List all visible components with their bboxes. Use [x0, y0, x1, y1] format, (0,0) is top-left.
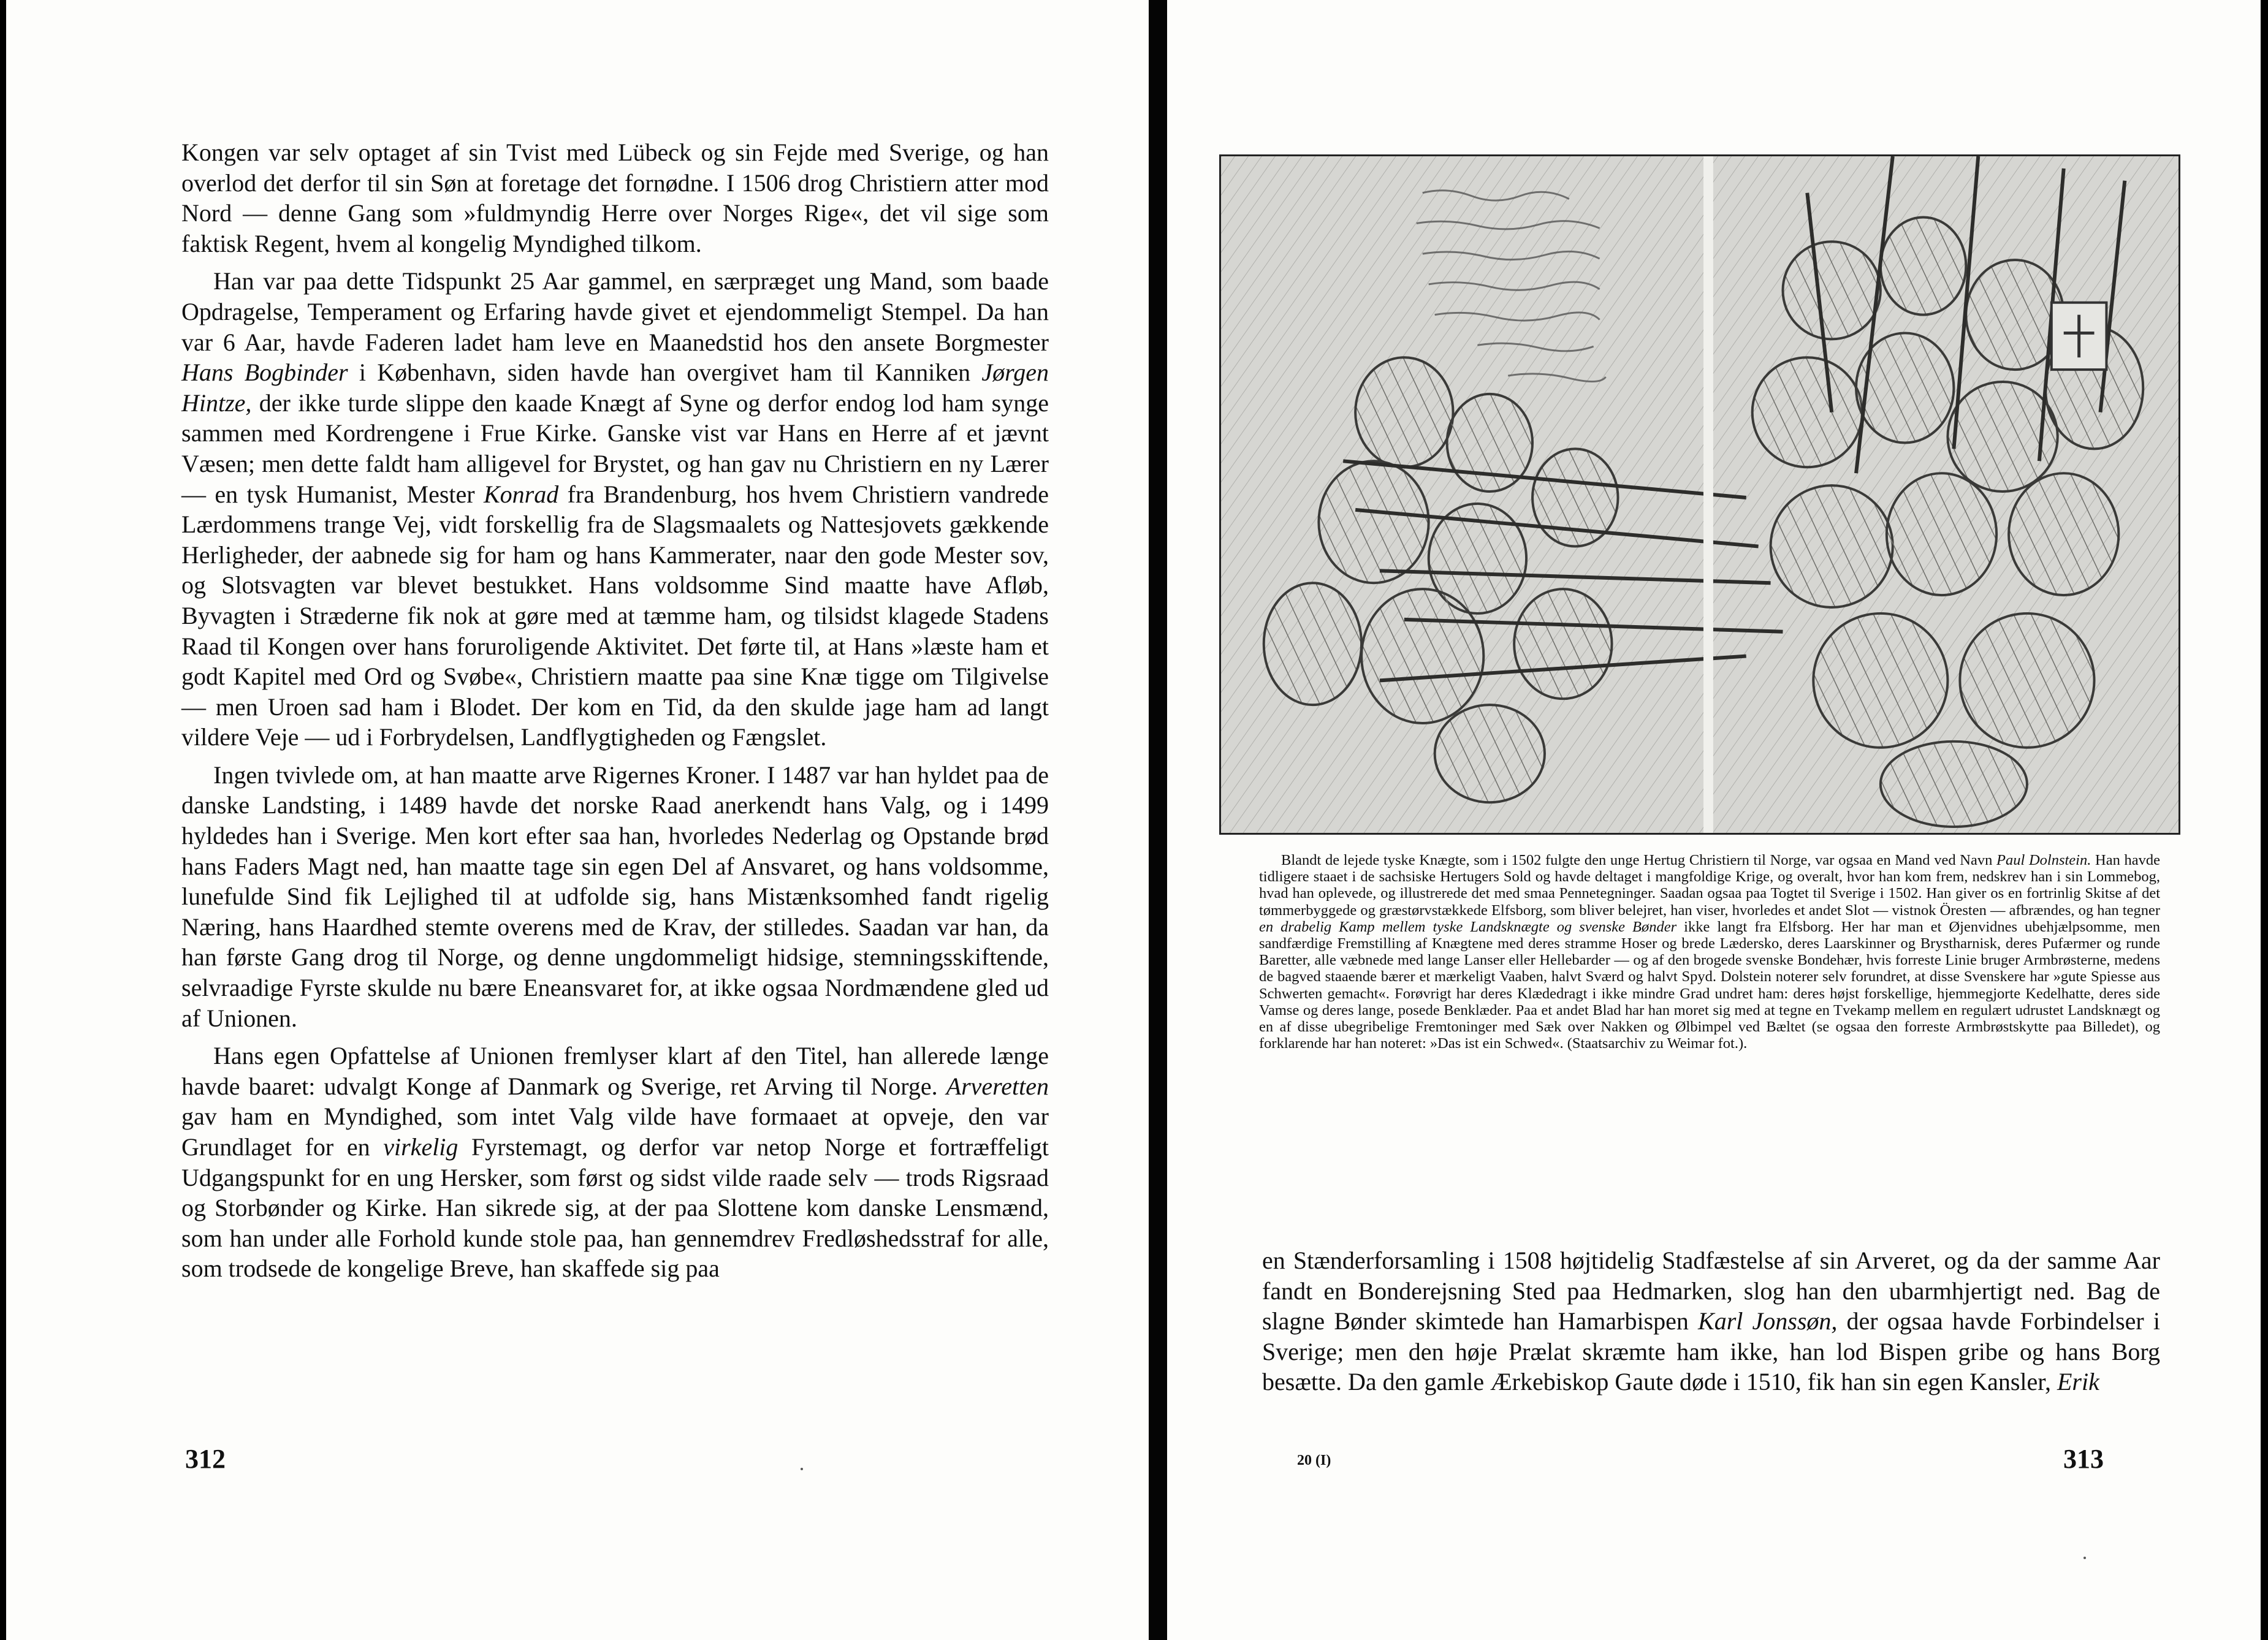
right-page [1167, 0, 2261, 1640]
pen-drawing-illustration [1219, 154, 2180, 835]
text-run: der ikke turde slippe den kaade Knægt af Syne og derfor endog lod ham synge sammen med Kordrengene i Frue Kirke. Ganske vist var Hans en Herre af et jævnt Væsen; men dette faldt ham alligevel for Brystet, og han gav nu Christiern en ny Lærer — en tysk Humanist, Mester [181, 389, 1049, 508]
paragraph [181, 137, 1049, 259]
italic-term: Arveretten [946, 1072, 1049, 1100]
text-run: Han havde tidligere staaet i de sachsiske Hertugers Sold og havde deltaget i mangfoldige Krige, og overalt, hvor han kom frem, nedskrev han i sin Lommebog, hvad han oplevede, og illustrerede det med smaa Pennetegninger. Saadan ogsaa paa Togtet til Sverige i 1502. Han giver os en fortrinlig Skitse af det tømmerbyggede og græstørvstækkede Elfsborg, som bliver belejret, han viser, hvorledes et andet Slot — vistnok Öresten — afbrændes, og han tegner [1259, 852, 2160, 919]
text-run: Han var paa dette Tidspunkt 25 Aar gammel, en særpræget ung Mand, som baade Opdragelse, Temperament og Erfaring havde givet et ejendommeligt Stempel. Da han var 6 Aar, havde Faderen ladet ham leve en Maanedstid hos den ansete Borgmester [181, 267, 1049, 356]
caption-text [1259, 852, 2160, 1052]
italic-name: Paul Dolnstein. [1996, 852, 2091, 868]
text-run: fra Brandenburg, hos hvem Christiern vandrede Lærdommens trange Vej, vidt forskellig fra de Slagsmaalets og Nattesjovets gækkende Herligheder, der aabnede sig for ham og hans Kammerater, naar den gode Mester sov, og Slotsvagten var blevet bestukket. Hans voldsomme Sind maatte have Afløb, Byvagten i Stræderne fik nok at gøre med at tæmme ham, og tilsidst klagede Stadens Raad til Kongen over hans foruroligende Aktivitet. Det førte til, at Hans »læste ham et godt Kapitel med Ord og Svøbe«, Christiern maatte paa sine Knæ tigge om Tilgivelse — men Uroen sad ham i Blodet. Der kom en Tid, da den skulde jage ham ad langt vildere Veje — ud i Forbrydelsen, Landflygtigheden og Fængslet. [181, 480, 1049, 751]
figure-caption [1259, 852, 2160, 1052]
italic-name: Hans Bogbinder [181, 359, 348, 387]
signature-mark: 20 (I) [1297, 1452, 1331, 1468]
paragraph [1262, 1245, 2160, 1397]
text-run: i København, siden havde han overgivet ham til Kanniken [348, 359, 982, 387]
italic-name: Konrad [483, 480, 559, 508]
text-run: gav ham en Myndighed, som intet Valg vilde have formaaet at opveje, den var Grundlaget for en [181, 1103, 1049, 1161]
text-run: Kongen var selv optaget af sin Tvist med Lübeck og sin Fejde med Sverige, og han overlod det derfor til sin Søn at foretage det fornødne. I 1506 drog Christiern atter mod Nord — denne Gang som »fuldmyndig Herre over Norges Rige«, det vil sige som faktisk Regent, hvem al kongelig Myndighed tilkom. [181, 139, 1049, 257]
italic-term: virkelig [383, 1133, 459, 1161]
left-page [6, 0, 1149, 1640]
text-run: ikke langt fra Elfsborg. Her har man et Øjenvidnes ubehjælpsomme, men sandfærdige Fremstilling af Knægtene med deres stramme Hoser og brede Lædersko, deres Laarskinner og Brystharnisk, deres Pufærmer og runde Baretter, alle væbnede med lange Lanser eller Hellebarder — og af den brogede svenske Bondehær, hvis forreste Linie bruger Armbrøsterne, medens de bagved staaende bærer et mærkeligt Vaaben, halvt Sværd og halvt Spyd. Dolstein noterer selv forundret, at disse Svenskere har »gute Spiesse aus Schwerten gemacht«. Forøvrigt har deres Klædedragt i ikke mindre Grad undret ham: deres højst forskellige, hjemmegjorte Kedelhatte, deres side Vamse og deres lange, posede Benklæder. Paa et andet Blad har han moret sig med at tegne en Tvekamp mellem en regulært udrustet Landsknægt og en af disse ubegribelige Fremtoninger med Sæk over Nakken og Ølbimpel ved Bæltet (se ogsaa den forreste Armbrøstskytte paa Billedet), og forklarende har han noteret: »Das ist ein Schwed«. (Staatsarchiv zu Weimar fot.). [1259, 918, 2160, 1052]
text-run: Hans egen Opfattelse af Unionen fremlyser klart af den Titel, han allerede længe havde baaret: udvalgt Konge af Danmark og Sverige, ret Arving til Norge. [181, 1042, 1049, 1100]
text-run: Fyrstemagt, og derfor var netop Norge et fortræffeligt Udgangspunkt for en ung Hersker, som først og sidst vilde raade selv — trods Rigsraad og Storbønder og Kirke. Han sikrede sig, at der paa Slottene kom danske Lensmænd, som han under alle Forhold kunde stole paa, han gennemdrev Fredløshedsstraf for alle, som trodsede de kongelige Breve, han skaffede sig paa [181, 1133, 1049, 1283]
italic-title: en drabelig Kamp mellem tyske Landsknægte og svenske Bønder [1259, 918, 1677, 935]
battle-sketch-image [1221, 156, 2179, 833]
paragraph [181, 266, 1049, 753]
paragraph [181, 760, 1049, 1033]
text-run: en Stænderforsamling i 1508 højtidelig Stadfæstelse af sin Arveret, og da der samme Aar fandt en Bonderejsning Sted paa Hedmarken, slog han den ubarmhjertigt ned. Bag de slagne Bønder skimtede han Hamarbispen [1262, 1247, 2160, 1335]
book-gutter [1149, 0, 1167, 1640]
italic-name: Karl Jonssøn, [1698, 1307, 1838, 1335]
italic-name: Erik [2057, 1368, 2099, 1396]
paper-speck [2083, 1557, 2086, 1559]
paragraph [181, 1041, 1049, 1284]
text-run: der ogsaa havde Forbindelser i Sverige; men den høje Prælat skræmte ham ikke, han lod Bispen gribe og hans Borg besætte. Da den gamle Ærkebiskop Gaute døde i 1510, fik han sin egen Kansler, [1262, 1307, 2160, 1396]
text-run: Ingen tvivlede om, at han maatte arve Rigernes Kroner. I 1487 var han hyldet paa de danske Landsting, i 1489 havde det norske Raad anerkendt hans Valg, og i 1499 hyldedes han i Sverige. Men kort efter saa han, hvorledes Nederlag og Opstande brød hans Faders Magt ned, han maatte tage sin egen Del af Ansvaret, og hans voldsomme, lunefulde Sind fik Lejlighed til at udfolde sig, hans Mistænksomhed fandt rigelig Næring, hans Haardhed stemte overens med de Krav, der stilledes. Saadan var han, da han første Gang drog til Norge, og denne ungdommeligt hidsige, stemningsskiftende, selvraadige Fyrste skulde nu bære Eneansvaret for, at ikke ogsaa Nordmændene gled ud af Unionen. [181, 761, 1049, 1032]
left-body-text [181, 137, 1049, 1291]
page-number: 313 [2063, 1444, 2104, 1474]
italic-name: Jørgen Hintze, [181, 359, 1049, 417]
right-body-text [1262, 1245, 2160, 1405]
paper-speck [801, 1468, 803, 1470]
text-run: Blandt de lejede tyske Knægte, som i 1502 fulgte den unge Hertug Christiern til Norge, var ogsaa en Mand ved Navn [1281, 852, 1996, 868]
page-number: 312 [185, 1444, 226, 1474]
